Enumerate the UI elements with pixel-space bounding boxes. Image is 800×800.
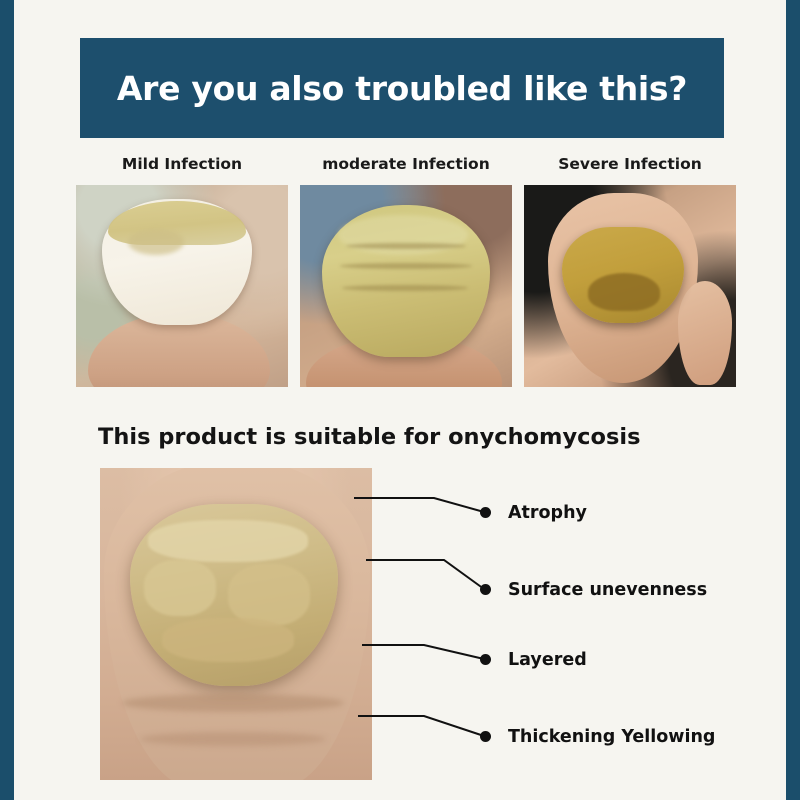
infection-card [300, 155, 512, 387]
nail-spot [128, 229, 184, 255]
nail-ridge [342, 285, 468, 291]
infection-card-label: Mild Infection [121, 155, 243, 173]
skin-fold [122, 694, 344, 712]
nail-crust [144, 560, 216, 616]
mild-infection-photo [76, 185, 288, 387]
nail-crust [148, 520, 308, 562]
adjacent-toe-shape [678, 281, 732, 385]
callout-label-thickening-yellowing: Thickening Yellowing [508, 727, 716, 747]
callout-label-surface-unevenness: Surface unevenness [508, 580, 708, 600]
callout-dot [480, 654, 491, 665]
nail-crumbling [338, 215, 468, 255]
callout-label-layered: Layered [508, 650, 587, 670]
moderate-infection-photo [300, 185, 512, 387]
section-heading: This product is suitable for onychomycosis [98, 424, 641, 450]
severe-infection-photo [524, 185, 736, 387]
poster-inner [14, 0, 786, 800]
page-title: Are you also troubled like this? [116, 68, 688, 108]
nail-ridge [340, 263, 472, 269]
callout-label-atrophy: Atrophy [508, 503, 587, 523]
onychomycosis-toenail-photo [100, 468, 372, 780]
infection-card-row [76, 155, 736, 387]
nail-crust [228, 564, 310, 626]
callout-dot [480, 507, 491, 518]
nail-crust [162, 618, 294, 662]
infection-card [76, 155, 288, 387]
header-banner [80, 38, 724, 138]
callout-dot [480, 584, 491, 595]
nail-ridge [346, 243, 466, 249]
infection-card-label: moderate Infection [322, 155, 490, 173]
infection-card [524, 155, 736, 387]
nail-lesion [588, 273, 660, 311]
skin-fold [140, 732, 326, 746]
infection-card-label: Severe Infection [558, 155, 702, 173]
callout-dot [480, 731, 491, 742]
